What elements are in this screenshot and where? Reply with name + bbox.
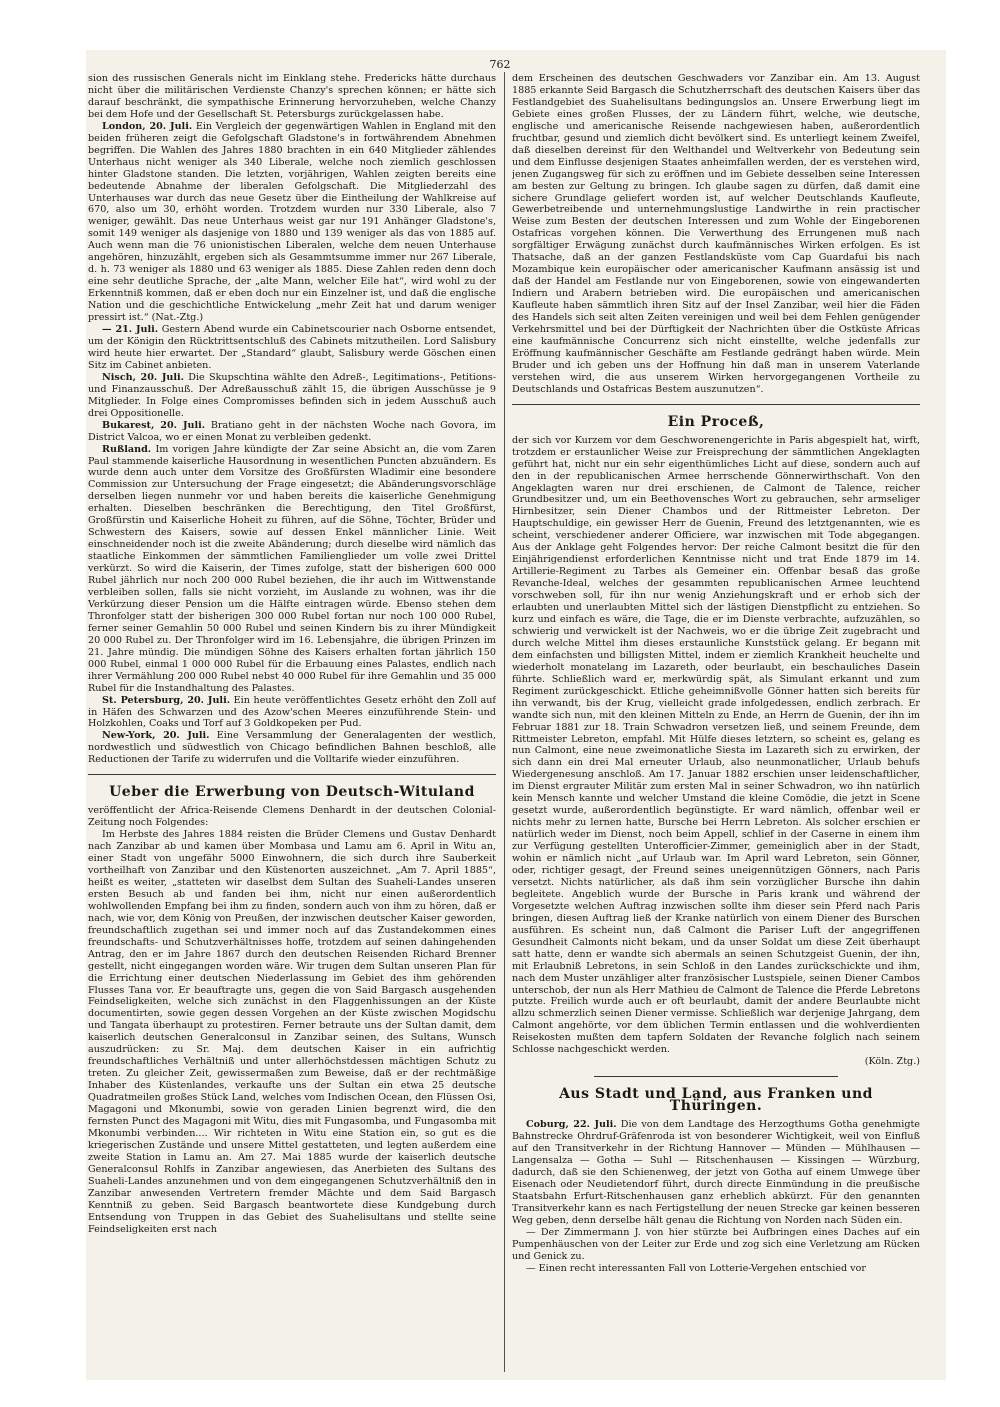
dateline: — 21. Juli. <box>102 324 159 336</box>
right-column <box>512 73 920 1373</box>
page-number: 762 <box>489 58 511 71</box>
news-paragraph <box>88 730 496 766</box>
news-paragraph <box>88 695 496 731</box>
paragraph-text: — Der Zimmermann J. von hier stürzte bei Aufbringen eines Daches auf ein Pumpenhäuschen von der Leiter zur Erde und zog sich eine Verletzung am Rücken und Genick zu. <box>512 1226 920 1262</box>
news-paragraph: Im Herbste des Jahres 1884 reisten die Brüder Clemens und Gustav Denhardt nach Zanzibar ab und kamen über Mombasa und Lamu am 6. April in Witu an, einer Stadt von ungefähr 5000 Einwohnern, die sich durch ihre Sauberkeit vortheilhaft von Zanzibar und den Küstenorten auszeichnet. „Am 7. April 1885“, heißt es weiter, „statteten wir daselbst dem Sultan des Suaheli-Landes unseren ersten Besuch ab und fanden bei ihm, nicht nur einen außerordentlich wohlwollenden Empfang bei ihm zu finden, sondern auch von ihm zu hören, daß er nach, wie vor, dem König von Preußen, der inzwischen deutscher Kaiser geworden, freundschaftlich zugethan sei und immer noch auf das Zustandekommen eines freundschafts- und Schutzverhältnisses hoffe, trotzdem auf seinen dahingehenden Antrag, den er im Jahre 1867 durch den deutschen Reisenden Richard Brenner gestellt, nicht eingegangen worden wäre. Wir trugen dem Sultan unseren Plan für die Errichtung einer deutschen Niederlassung im Gebiet des ihm gehörenden Flusses Tana vor. Er beauftragte uns, gegen die von Said Bargasch ausgehenden Feindseligkeiten, welche sich zunächst in den Flaggenhissungen an der Küste documentirten, sowie gegen dessen Vorgehen an der Küste zwischen Mogidschu und Tangata überhaupt zu protestiren. Ferner betraute uns der Sultan damit, dem kaiserlich deutschen Generalconsul in Zanzibar seinen, des Sultans, Wunsch auszudrücken: zu Sr. Maj. dem deutschen Kaiser in ein aufrichtig freundschaftliches Verhältniß und unter allerhöchstdessen mächtigen Schutz zu treten. Zu gleicher Zeit, gewissermaßen zum Beweise, daß er der rechtmäßige Inhaber des Küstenlandes, verkaufte uns der Sultan ein etwa 25 deutsche Quadratmeilen großes Stück Land, welches vom Indischen Ocean, den Flüssen Osi, Magagoni und Mkonumbi, sowie von geraden Linien begrenzt wird, die den fernsten Punct des Magagoni mit Witu, dies mit Fungasomba, und Fungasomba mit Mkonumbi verbinden.... Wir richteten in Witu eine Station ein, so gut es die kriegerischen Zustände und unsere Mittel gestatteten, und legten außerdem eine zweite Station in Lamu an. Am 27. Mai 1885 wurde der kaiserlich deutsche Generalconsul Rohlfs in Zanzibar angewiesen, das Anerbieten des Sultans des Suaheli-Landes anzunehmen und von dem eingegangenen Schutzverhältniß den in Zanzibar anwesenden Vertretern fremder Mächte und dem Said Bargasch Kenntniß zu geben. Seid Bargasch beantwortete diese Kundgebung durch Entsendung von Truppen in das Gebiet des Suahelisultans und stellte seine Feindseligkeiten erst nach <box>88 829 496 1235</box>
left-column <box>88 73 496 1373</box>
article-heading-witu: Ueber die Erwerbung von Deutsch-Wituland <box>109 784 475 801</box>
local-news <box>512 1119 920 1274</box>
news-paragraph <box>88 73 496 121</box>
dateline: London, 20. Juli. <box>102 120 193 132</box>
news-paragraph <box>512 1119 920 1227</box>
paragraph-text: Im vorigen Jahre kündigte der Zar seine Absicht an, die vom Zaren Paul stammende kaiserliche Hausordnung in wesentlichen Puncten abzuändern. Es wurde denn auch unter dem Vorsitze des Großfürsten Wladimir eine besondere Commission zur Untersuchung der Frage eingesetzt; die Abänderungsvorschläge derselben liegen nunmehr vor und haben bereits die kaiserliche Genehmigung erhalten. Dieselben beschränken die Berechtigung, den Titel Großfürst, Großfürstin und Kaiserliche Hoheit zu führen, auf die Söhne, Töchter, Brüder und Schwestern des Kaisers, sowie auf dessen Enkel männlicher Linie. Weit einschneidender noch ist die zweite Abänderung; durch dieselbe wird nämlich das staatliche Einkommen der sämmtlichen Familienglieder um volle zwei Drittel verkürzt. So wird die Kaiserin, der Times zufolge, statt der bisherigen 600 000 Rubel jährlich nur noch 200 000 Rubel beziehen, die ihr auch im Wittwenstande verbleiben sollen, falls sie nicht vorzieht, im Auslande zu wohnen, was ihr die Verkürzung dieser Pension um die Hälfte eintragen würde. Ebenso stehen dem Thronfolger statt der bisherigen 300 000 Rubel fortan nur noch 100 000 Rubel, ferner seiner Gemahlin 50 000 Rubel und seinen Kindern bis zu ihrer Mündigkeit 20 000 Rubel zu. Der Thronfolger wird im 16. Lebensjahre, die übrigen Prinzen im 21. Jahre mündig. Die mündigen Söhne des Kaisers erhalten fortan jährlich 150 000 Rubel, einmal 1 000 000 Rubel für die Erbauung eines Palastes, endlich nach ihrer Vermählung 200 000 Rubel nebst 40 000 Rubel für ihre Gemahlin und 35 000 Rubel für die Instandhaltung des Palastes. <box>88 443 496 694</box>
article-heading-process: Ein Proceß, <box>667 413 765 430</box>
witu-article <box>88 805 496 1235</box>
article-separator <box>88 774 496 775</box>
section-heading-local: Aus Stadt und Land, aus Franken und Thüringen. <box>559 1086 873 1115</box>
news-paragraph <box>88 444 496 695</box>
paragraph-text: Ein Vergleich der gegenwärtigen Wahlen in England mit den beiden früheren zeigt die Gefolgschaft Gladstone's in fortwährendem Abnehmen begriffen. Die Wahlen des Jahres 1880 brachten in ein 640 Mitglieder zählendes Unterhaus nicht weniger als 340 Liberale, welche noch ziemlich geschlossen hinter Gladstone standen. Die letzten, vorjährigen, Wahlen zeigten bereits eine bedeutende Abnahme der liberalen Gefolgschaft. Die Mitgliederzahl des Unterhauses war durch das neue Gesetz über die Eintheilung der Wahlkreise auf 670, also um 30, erhöht worden. Trotzdem wurden nur 330 Liberale, also 7 weniger, gewählt. Das neue Unterhaus weist gar nur 191 Anhänger Gladstone's, somit 149 weniger als dasjenige von 1880 und 139 weniger als das von 1885 auf. Auch wenn man die 76 unionistischen Liberalen, welche dem neuen Unterhause angehören, hinzuzählt, ergeben sich als Gesammtsumme immer nur 267 Liberale, d. h. 73 weniger als 1880 und 63 weniger als 1885. Diese Zahlen reden denn doch eine sehr deutliche Sprache, der „alte Mann, welcher Eile hat“, wird wohl zu der Erkenntniß kommen, daß er eben doch nur ein Einzelner ist, und daß die englische Nation und die geschichtliche Entwickelung „mehr Zeit hat und darum weniger pressirt ist.“ (Nat.-Ztg.) <box>88 120 496 324</box>
dateline: St. Petersburg, 20. Juli. <box>102 694 231 706</box>
news-paragraph <box>88 121 496 324</box>
dateline: Nisch, 20. Juli. <box>102 371 184 383</box>
dateline: Rußland. <box>102 443 152 455</box>
paragraph-text: Die von dem Landtage des Herzogthums Gotha genehmigte Bahnstrecke Ohrdruf-Gräfenroda ist von besonderer Wichtigkeit, weil von Einfluß auf den Transitverkehr in der Richtung Hannover — Münden — Mühlhausen — Langensalza — Gotha — Suhl — Ritschenhausen — Kissingen — Würzburg, dadurch, daß sie den Schienenweg, der jetzt von Gotha auf einem Umwege über Eisenach oder Neudietendorf führt, durch directe Einmündung in die preußische Staatsbahn Erfurt-Ritschenhausen ganz erheblich abkürzt. Für den genannten Transitverkehr kann es nach Fertigstellung der neuen Strecke gar keinen besseren Weg geben, denn derselbe hält genau die Richtung von Norden nach Süden ein. <box>512 1119 920 1226</box>
news-paragraph <box>88 420 496 444</box>
news-paragraph <box>88 324 496 372</box>
column-divider <box>504 72 505 1372</box>
paragraph-text: Bratiano geht in der nächsten Woche nach Govora, im District Valcoa, wo er einen Monat zu verbleiben gedenkt. <box>88 419 496 443</box>
news-paragraph: der sich vor Kurzem vor dem Geschworenengerichte in Paris abgespielt hat, wirft, trotzdem er erstaunlicher Weise zur Freisprechung der sämmtlichen Angeklagten geführt hat, nicht nur ein sehr eigenthümliches Licht auf diese, sondern auch auf den in der republicanischen Armee herrschende Gönnerwirthschaft. Von den Angeklagten waren nur drei erschienen, de Calmont de Talence, reicher Grundbesitzer und, um ein Beethovensches Wort zu gebrauchen, sehr armseliger Hirnbesitzer, sein Diener Chambos und der Rittmeister Lebreton. Der Hauptschuldige, ein gewisser Herr de Guenin, Freund des letztgenannten, wie es scheint, verschiedener anderer Officiere, war inzwischen mit Tode abgegangen. Aus der Anklage geht Folgendes hervor: Der reiche Calmont besitzt die für den Einjährigendienst erforderlichen Kenntnisse nicht und trat Ende 1879 im 14. Artillerie-Regiment zu Tarbes als Gemeiner ein. Offenbar besaß das große Revanche-Ideal, welches der gesammten republicanischen Armee leuchtend vorschweben soll, für ihn nur wenig Anziehungskraft und er erhob sich der erlaubten und unerlaubten Mittel sich der lästigen Dienstpflicht zu entziehen. So kurz und einfach es wäre, die Tage, die er im Dienste verbrachte, aufzuzählen, so schwierig und verwickelt ist der Nachweis, wo er die übrige Zeit zugebracht und durch welche Mittel ihm dieses erstaunliche Kunststück gelang. Er begann mit dem einfachsten und billigsten Mittel, indem er ziemlich Krankheit heuchelte und wiederholt monatelang im Lazareth, oder beurlaubt, ein beschauliches Dasein führte. Schließlich ward er, merkwürdig spät, als Simulant erkannt und zum Regiment zurückgeschickt. Etliche geheimnißvolle Gönner hatten sich bereits für ihn verwandt, bis der Krug, vielleicht grade infolgedessen, endlich zerbrach. Er wandte sich nun, mit den kleinen Mitteln zu Ende, an Herrn de Guenin, der ihn im Februar 1881 zur 18. Train Schwadron versetzen ließ, und seinem Freunde, dem Rittmeister Lebreton, empfahl. Mit Hülfe dieses letztern, so scheint es, gelang es nun Calmont, eine neue zweimonatliche Siesta im Lazareth sich zu erwirken, der sich dann ein drei Mal erneuter Urlaub, also neunmonatlicher, Urlaub behufs Wiedergenesung anschloß. Am 17. Januar 1882 erschien unser leidenschaftlicher, im Dienst ergrauter Militär zum ersten Mal in seiner Schwadron, wo ihn natürlich kein Mensch kannte und welcher Umstand die kleine Comödie, die jetzt in Scene gesetzt wurde, außerordentlich begünstigte. Er ward nämlich, offenbar weil er nichts mehr zu lernen hatte, Bursche bei Herrn Lebreton. Als solcher erschien er natürlich weder im Dienst, noch beim Appell, schlief in der Caserne in einem ihm zur Verfügung gestellten Unterofficier-Zimmer, gemeiniglich aber in der Stadt, wohin er nämlich nicht „auf Urlaub war. Im April ward Lebreton, sein Gönner, oder, richtiger gesagt, der Freund seines uneigennützigen Gönners, nach Paris versetzt. Nichts natürlicher, als daß ihm sein vorzüglicher Bursche ihn dahin begleitete. Angeblich wurde der Bursche in Paris krank und während der Vorgesetzte welchen Auftrag inzwischen sollte ihm dieser sein Pferd nach Paris bringen, diesen Auftrag ließ der Kranke natürlich von einem Diener des Burschen ausführen. Es scheint nun, daß Calmont die Pariser Luft der angegriffenen Gesundheit Calmonts nicht bekam, und da unser Soldat um diese Zeit überhaupt satt hatte, denn er wandte sich abermals an seinen Schutzgeist Guenin, der ihn, mit Erlaubniß Lebretons, in sein Schloß in den Landes zurückschickte und ihm, nach dem Muster unzähliger alter französischer Lustspiele, seinen Diener Cambos unterschob, der nun als Herr Mathieu de Calmont de Talence die Pferde Lebretons putzte. Freilich wurde auch er oft beurlaubt, damit der andere Beurlaubte nicht allzu schmerzlich seinen Diener vermisse. Schließlich war derjenige Jahrgang, dem Calmont angehörte, vor dem üblichen Termin entlassen und die wohlverdienten Reisekosten mußten dem tapfern Soldaten der Revanche folglich nach seinem Schlosse nachgeschickt werden. <box>512 434 920 1056</box>
news-briefs <box>88 73 496 766</box>
news-paragraph <box>88 372 496 420</box>
section-separator <box>594 1076 839 1077</box>
dateline: New-York, 20. Juli. <box>102 730 210 742</box>
dateline: Bukarest, 20. Juli. <box>102 419 206 431</box>
news-paragraph: veröffentlicht der Africa-Reisende Clemens Denhardt in der deutschen Colonial-Zeitung noch Folgendes: <box>88 805 496 829</box>
news-paragraph <box>512 1227 920 1263</box>
witu-article-continuation: dem Erscheinen des deutschen Geschwaders vor Zanzibar ein. Am 13. August 1885 erkannte Seid Bargasch die Schutzherrschaft des deutschen Kaisers über das Festlandgebiet des Suahelisultans bedingungslos an. Unsere Erwerbung liegt im Gebiete eines großen Flusses, der zu Ländern führt, welche, wie deutsche, englische und americanische Reisende nachgewiesen haben, außerordentlich fruchtbar, gesund und ziemlich dicht bevölkert sind. Es unterliegt keinem Zweifel, daß dieselben dereinst für den Welthandel und Weltverkehr von Bedeutung sein und dem Einflusse desjenigen Staates anheimfallen werden, der es verstehen wird, jenen Zugangsweg für sich zu eröffnen und im Gebiete desselben seine Interessen am besten zur Geltung zu bringen. Ich glaube sagen zu dürfen, daß damit eine sichere Grundlage geliefert worden ist, auf welcher Deutschlands Kaufleute, Gewerbetreibende und unternehmungslustige Landwirthe in rein practischer Weise zum Besten der deutschen Interessen und zum Wohle der Eingeborenen Ostafricas vorgehen können. Die Verwerthung des Errungenen muß nach sorgfältiger Erwägung zunächst durch kaufmännisches Wirken erfolgen. Es ist Thatsache, daß an der ganzen Festlandsküste vom Cap Guardafui bis nach Mozambique kein europäischer oder americanischer Kaufmann ansässig ist und daß der Handel am Festlande nur von Eingeborenen, sowie von eingewanderten Indiern und Arabern betrieben wird. Die europäischen und americanischen Kaufleute haben sämmtlich ihren Sitz auf der Insel Zanzibar, weil hier die Fäden des Handels sich seit alten Zeiten vereinigen und weil bei dem Fehlen genügender Verkehrsmittel und bei der Dürftigkeit der Nachrichten über die Ostküste Africas eine kaufmännische Concurrenz sich nicht einstellte, welche jedenfalls zur Eröffnung kaufmännischer Geschäfte am Festlande gedrängt haben würde. Mein Bruder und ich geben uns der Hoffnung hin daß man in unserem Vaterlande verstehen wird, die aus unserem Wirken hervorgegangenen Vortheile zu Deutschlands und Ostafricas Bestem auszunutzen“. <box>512 73 920 395</box>
process-article <box>512 435 920 1057</box>
paragraph-text: Ein heute veröffentlichtes Gesetz erhöht den Zoll auf in Häfen des Schwarzen und des Azow'schen Meeres einzuführende Stein- und Holzkohlen, Coaks und Torf auf 3 Goldkopeken per Pud. <box>88 694 496 730</box>
dateline: Coburg, 22. Juli. <box>526 1119 617 1131</box>
article-source: (Köln. Ztg.) <box>864 1056 920 1068</box>
news-paragraph <box>512 1263 920 1275</box>
article-separator <box>512 404 920 405</box>
paragraph-text: — Einen recht interessanten Fall von Lotterie-Vergehen entschied vor <box>526 1262 866 1274</box>
paragraph-text: sion des russischen Generals nicht im Einklang stehe. Fredericks hätte durchaus nicht über die militärischen Verdienste Chanzy's sprechen können; er hätte sich darauf beschränkt, die sympathische Erinnerung hervorzuheben, welche Chanzy bei dem Hofe und der Gesellschaft St. Petersburgs zurückgelassen habe. <box>88 73 496 120</box>
paragraph-text: Die Skupschtina wählte den Adreß-, Legitimations-, Petitions- und Finanzausschuß. Der Adreßausschuß zählt 15, die übrigen Ausschüsse je 9 Mitglieder. In Folge eines Compromisses befinden sich in jedem Ausschuß auch drei Oppositionelle. <box>88 371 496 419</box>
paragraph-text: Eine Versammlung der Generalagenten der westlich, nordwestlich und südwestlich von Chicago befindlichen Bahnen beschloß, alle Reductionen der Tarife zu widerrufen und die Volltarife wieder einzuführen. <box>88 730 496 766</box>
paragraph-text: Gestern Abend wurde ein Cabinetscourier nach Osborne entsendet, um der Königin den Rücktrittsentschluß des Cabinets mitzutheilen. Lord Salisbury wird heute hier erwartet. Der „Standard“ glaubt, Salisbury werde Göschen einen Sitz im Cabinet anbieten. <box>88 324 496 371</box>
